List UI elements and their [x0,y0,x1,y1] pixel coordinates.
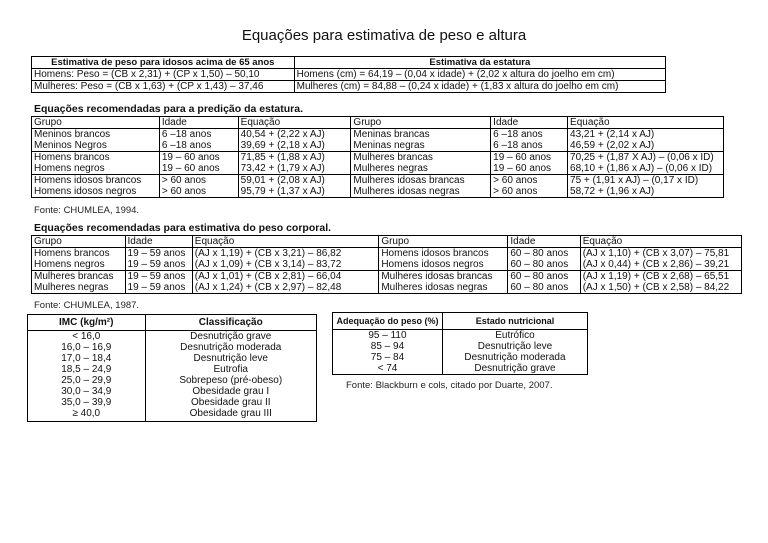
imc-range: 17,0 – 18,4 [28,353,146,364]
table-cell: 68,10 + (1,86 x AJ) – (0,06 x ID) [568,163,724,175]
table-row [32,163,724,175]
table-cell: 19 – 59 anos [125,282,192,294]
col-equation: Equação [580,236,741,248]
nutritional-state: Desnutrição moderada [442,352,587,363]
table-cell: > 60 anos [491,186,568,198]
table-row [32,69,666,81]
table-row [32,175,724,187]
table-row [28,386,317,397]
table-cell: Homens idosos brancos [379,248,508,260]
imc-range: ≥ 40,0 [28,408,146,422]
men-stature-formula: Homens (cm) = 64,19 – (0,04 x idade) + (2,02 x altura do joelho em cm) [294,69,665,81]
table-cell: (AJ x 1,24) + (CB x 2,97) – 82,48 [192,282,379,294]
table-row [333,330,588,342]
imc-class: Desnutrição grave [145,331,316,343]
nutritional-state: Desnutrição grave [442,363,587,375]
col-group: Grupo [32,117,160,129]
table-header-row [333,313,588,330]
table-cell: 70,25 + (1,87 X AJ) – (0,06 x ID) [568,152,724,164]
table-cell: Mulheres brancas [351,152,491,164]
adequacy-range: 75 – 84 [333,352,443,363]
table-row [28,397,317,408]
col-age: Idade [125,236,192,248]
table-cell: 60 – 80 anos [508,259,580,271]
nutritional-state: Desnutrição leve [442,341,587,352]
table-cell: > 60 anos [159,175,238,187]
table-cell: 43,21 + (2,14 x AJ) [568,129,724,141]
imc-class: Eutrofia [145,364,316,375]
table-cell: 6 –18 anos [491,140,568,152]
table-cell: Mulheres negras [351,163,491,175]
imc-range: 35,0 – 39,9 [28,397,146,408]
stature-section-title: Equações recomendadas para a predição da estatura. [34,103,304,115]
col-group: Grupo [32,236,126,248]
table-cell: 60 – 80 anos [508,248,580,260]
imc-range: 16,0 – 16,9 [28,342,146,353]
table-cell: 60 – 80 anos [508,282,580,294]
table-cell: (AJ x 1,19) + (CB x 3,21) – 86,82 [192,248,379,260]
adequacy-range: < 74 [333,363,443,375]
men-weight-formula: Homens: Peso = (CB x 2,31) + (CP x 1,50) – 50,10 [32,69,295,81]
table-cell: Meninas negras [351,140,491,152]
table-cell: Mulheres idosas negras [351,186,491,198]
table-cell: Homens idosos negros [379,259,508,271]
table-cell: 95,79 + (1,37 x AJ) [238,186,351,198]
imc-range: 30,0 – 34,9 [28,386,146,397]
table-cell: Mulheres idosas negras [379,282,508,294]
weight-section-title: Equações recomendadas para estimativa do peso corporal. [34,222,332,234]
women-weight-formula: Mulheres: Peso = (CB x 1,63) + (CP x 1,43) – 37,46 [32,81,295,93]
table-cell: Homens idosos brancos [32,175,160,187]
table-cell: 19 – 59 anos [125,248,192,260]
imc-class: Obesidade grau III [145,408,316,422]
table-cell: 71,85 + (1,88 x AJ) [238,152,351,164]
table-cell: Meninos Negros [32,140,160,152]
adequacy-source: Fonte: Blackburn e cols, citado por Duarte, 2007. [346,380,553,391]
table-row [333,341,588,352]
table-cell: Mulheres idosas brancas [379,271,508,283]
imc-class: Desnutrição leve [145,353,316,364]
women-stature-formula: Mulheres (cm) = 84,88 – (0,24 x idade) + (1,83 x altura do joelho em cm) [294,81,665,93]
table-row [28,375,317,386]
table-row [28,353,317,364]
table-row [28,364,317,375]
table-row [32,186,724,198]
col-equation: Equação [568,117,724,129]
imc-class: Sobrepeso (pré-obeso) [145,375,316,386]
table-header-row [28,315,317,331]
imc-table [27,314,317,422]
table-cell: Mulheres brancas [32,271,126,283]
table-cell: > 60 anos [491,175,568,187]
header-stature: Estimativa da estatura [294,57,665,69]
table-cell: Homens idosos negros [32,186,160,198]
header-nutritional-state: Estado nutricional [442,313,587,330]
table-cell: Meninos brancos [32,129,160,141]
nutritional-state: Eutrófico [442,330,587,342]
table-cell: (AJ x 1,09) + (CB x 3,14) – 83,72 [192,259,379,271]
table-cell: 19 – 60 anos [491,163,568,175]
table-cell: 19 – 59 anos [125,259,192,271]
table-cell: (AJ x 1,19) + (CB x 2,68) – 65,51 [580,271,741,283]
col-age: Idade [491,117,568,129]
table-row [333,363,588,375]
table-row [333,352,588,363]
header-weight-elderly: Estimativa de peso para idosos acima de 65 anos [32,57,295,69]
table-cell: 75 + (1,91 x AJ) – (0,17 x ID) [568,175,724,187]
table-cell: 40,54 + (2,22 x AJ) [238,129,351,141]
stature-source: Fonte: CHUMLEA, 1994. [34,205,140,216]
page-title: Equações para estimativa de peso e altura [241,27,527,44]
table-cell: 6 –18 anos [159,129,238,141]
table-header-row [32,57,666,69]
table-cell: (AJ x 0,44) + (CB x 2,86) – 39,21 [580,259,741,271]
table-row [28,331,317,343]
table-cell: 46,59 + (2,02 x AJ) [568,140,724,152]
table-row [32,152,724,164]
imc-class: Desnutrição moderada [145,342,316,353]
adequacy-table [332,312,588,375]
header-imc: IMC (kg/m²) [28,315,146,331]
table-cell: Homens negros [32,163,160,175]
table-cell: Homens negros [32,259,126,271]
table-cell: (AJ x 1,10) + (CB x 3,07) – 75,81 [580,248,741,260]
weight-source: Fonte: CHUMLEA, 1987. [34,300,140,311]
table-cell: 6 –18 anos [159,140,238,152]
table-cell: > 60 anos [159,186,238,198]
table-header-row [32,236,742,248]
adequacy-range: 95 – 110 [333,330,443,342]
table-cell: Meninas brancas [351,129,491,141]
imc-range: 18,5 – 24,9 [28,364,146,375]
imc-range: < 16,0 [28,331,146,343]
table-header-row [32,117,724,129]
table-cell: 59,01 + (2,08 x AJ) [238,175,351,187]
table-row [28,408,317,422]
stature-table [31,116,724,198]
table-cell: 19 – 60 anos [159,152,238,164]
table-row [32,271,742,283]
table-cell: 39,69 + (2,18 x AJ) [238,140,351,152]
table-row [32,248,742,260]
table-cell: (AJ x 1,01) + (CB x 2,81) – 66,04 [192,271,379,283]
imc-class: Obesidade grau I [145,386,316,397]
table-cell: 73,42 + (1,79 x AJ) [238,163,351,175]
table-row [32,140,724,152]
table-cell: Mulheres idosas brancas [351,175,491,187]
table-row [32,282,742,294]
table-cell: 58,72 + (1,96 x AJ) [568,186,724,198]
table-cell: Homens brancos [32,248,126,260]
table-row [28,342,317,353]
col-group: Grupo [379,236,508,248]
table-row [32,259,742,271]
col-group: Grupo [351,117,491,129]
imc-range: 25,0 – 29,9 [28,375,146,386]
estimates-table [31,56,666,93]
table-cell: Homens brancos [32,152,160,164]
col-age: Idade [159,117,238,129]
table-cell: 6 –18 anos [491,129,568,141]
header-adequacy: Adequação do peso (%) [333,313,443,330]
table-row [32,129,724,141]
imc-class: Obesidade grau II [145,397,316,408]
table-cell: 19 – 60 anos [159,163,238,175]
weight-table [31,235,742,294]
table-cell: 19 – 60 anos [491,152,568,164]
table-row [32,81,666,93]
col-equation: Equação [238,117,351,129]
col-equation: Equação [192,236,379,248]
header-classification: Classificação [145,315,316,331]
table-cell: Mulheres negras [32,282,126,294]
col-age: Idade [508,236,580,248]
adequacy-range: 85 – 94 [333,341,443,352]
table-cell: 19 – 59 anos [125,271,192,283]
table-cell: 60 – 80 anos [508,271,580,283]
table-cell: (AJ x 1,50) + (CB x 2,58) – 84,22 [580,282,741,294]
